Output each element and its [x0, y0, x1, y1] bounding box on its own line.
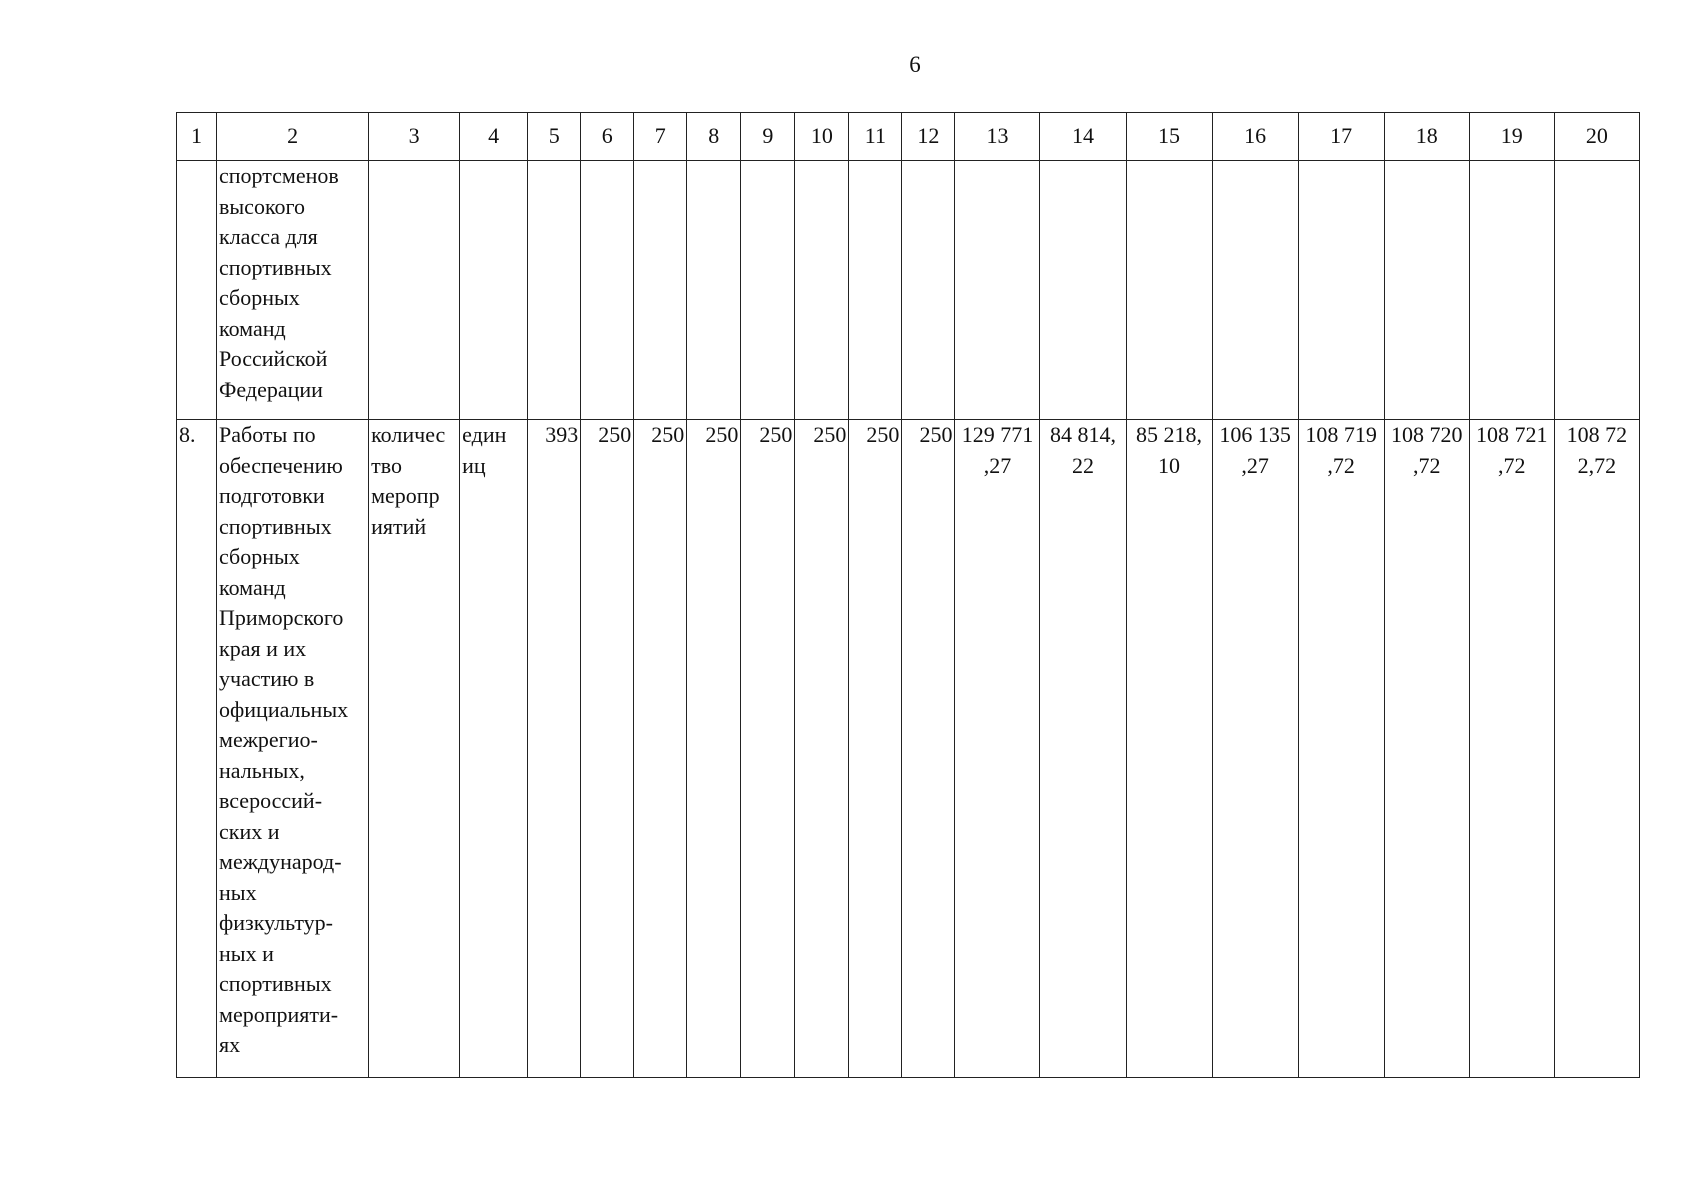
column-header: 12: [902, 113, 955, 161]
table-cell: [1298, 161, 1384, 420]
table-cell: [795, 161, 849, 420]
column-header: 10: [795, 113, 849, 161]
table-cell: [460, 161, 528, 420]
column-header: 11: [849, 113, 902, 161]
column-header: 5: [528, 113, 581, 161]
table-cell: [581, 161, 634, 420]
value-cell: 250: [795, 420, 849, 1078]
column-header: 9: [741, 113, 795, 161]
column-header: 3: [369, 113, 460, 161]
amount-cell: 108 720 ,72: [1384, 420, 1469, 1078]
page-number: 6: [909, 52, 921, 77]
table-row: [177, 420, 1640, 1078]
table-cell: [369, 161, 460, 420]
value-cell: 250: [902, 420, 955, 1078]
column-header: 2: [217, 113, 369, 161]
header-row: [177, 113, 1640, 161]
table-cell: [741, 161, 795, 420]
amount-cell: 106 135 ,27: [1212, 420, 1298, 1078]
table-cell: [634, 161, 687, 420]
table-cell: [1126, 161, 1212, 420]
data-table: [176, 112, 1640, 1078]
amount-cell: 108 719 ,72: [1298, 420, 1384, 1078]
table-cell: [1040, 161, 1126, 420]
table-cell: [849, 161, 902, 420]
amount-cell: 108 72 2,72: [1554, 420, 1639, 1078]
amount-cell: 84 814, 22: [1040, 420, 1126, 1078]
value-cell: 250: [741, 420, 795, 1078]
value-cell: 393: [528, 420, 581, 1078]
column-header: 1: [177, 113, 217, 161]
table-row: [177, 161, 1640, 420]
table-cell: [902, 161, 955, 420]
column-header: 7: [634, 113, 687, 161]
value-cell: 250: [581, 420, 634, 1078]
table-cell: [1469, 161, 1554, 420]
column-header: 6: [581, 113, 634, 161]
column-header: 17: [1298, 113, 1384, 161]
column-header: 20: [1554, 113, 1639, 161]
unit-cell: един иц: [460, 420, 528, 1078]
amount-cell: 108 721 ,72: [1469, 420, 1554, 1078]
work-name-cell: Работы по обеспечению подготовки спортивных сборных команд Приморского края и их участию в официальных межрегио- нальных, всероссий- ских и международ- ных физкультур- ных и спортивных мероприяти- ях: [217, 420, 369, 1078]
value-cell: 250: [849, 420, 902, 1078]
amount-cell: 129 771 ,27: [955, 420, 1040, 1078]
column-header: 15: [1126, 113, 1212, 161]
column-header: 18: [1384, 113, 1469, 161]
column-header: 19: [1469, 113, 1554, 161]
column-header: 4: [460, 113, 528, 161]
table-cell: [1384, 161, 1469, 420]
table-cell: [955, 161, 1040, 420]
amount-cell: 85 218, 10: [1126, 420, 1212, 1078]
value-cell: 250: [687, 420, 741, 1078]
continuation-name-cell: спортсменов высокого класса для спортивных сборных команд Российской Федерации: [217, 161, 369, 420]
indicator-cell: количес тво меропр иятий: [369, 420, 460, 1078]
column-header: 13: [955, 113, 1040, 161]
column-header: 8: [687, 113, 741, 161]
table-cell: [1554, 161, 1639, 420]
column-header: 16: [1212, 113, 1298, 161]
row-number-cell: 8.: [177, 420, 217, 1078]
column-header: 14: [1040, 113, 1126, 161]
value-cell: 250: [634, 420, 687, 1078]
table-cell: [177, 161, 217, 420]
table-cell: [1212, 161, 1298, 420]
table-cell: [528, 161, 581, 420]
table-cell: [687, 161, 741, 420]
